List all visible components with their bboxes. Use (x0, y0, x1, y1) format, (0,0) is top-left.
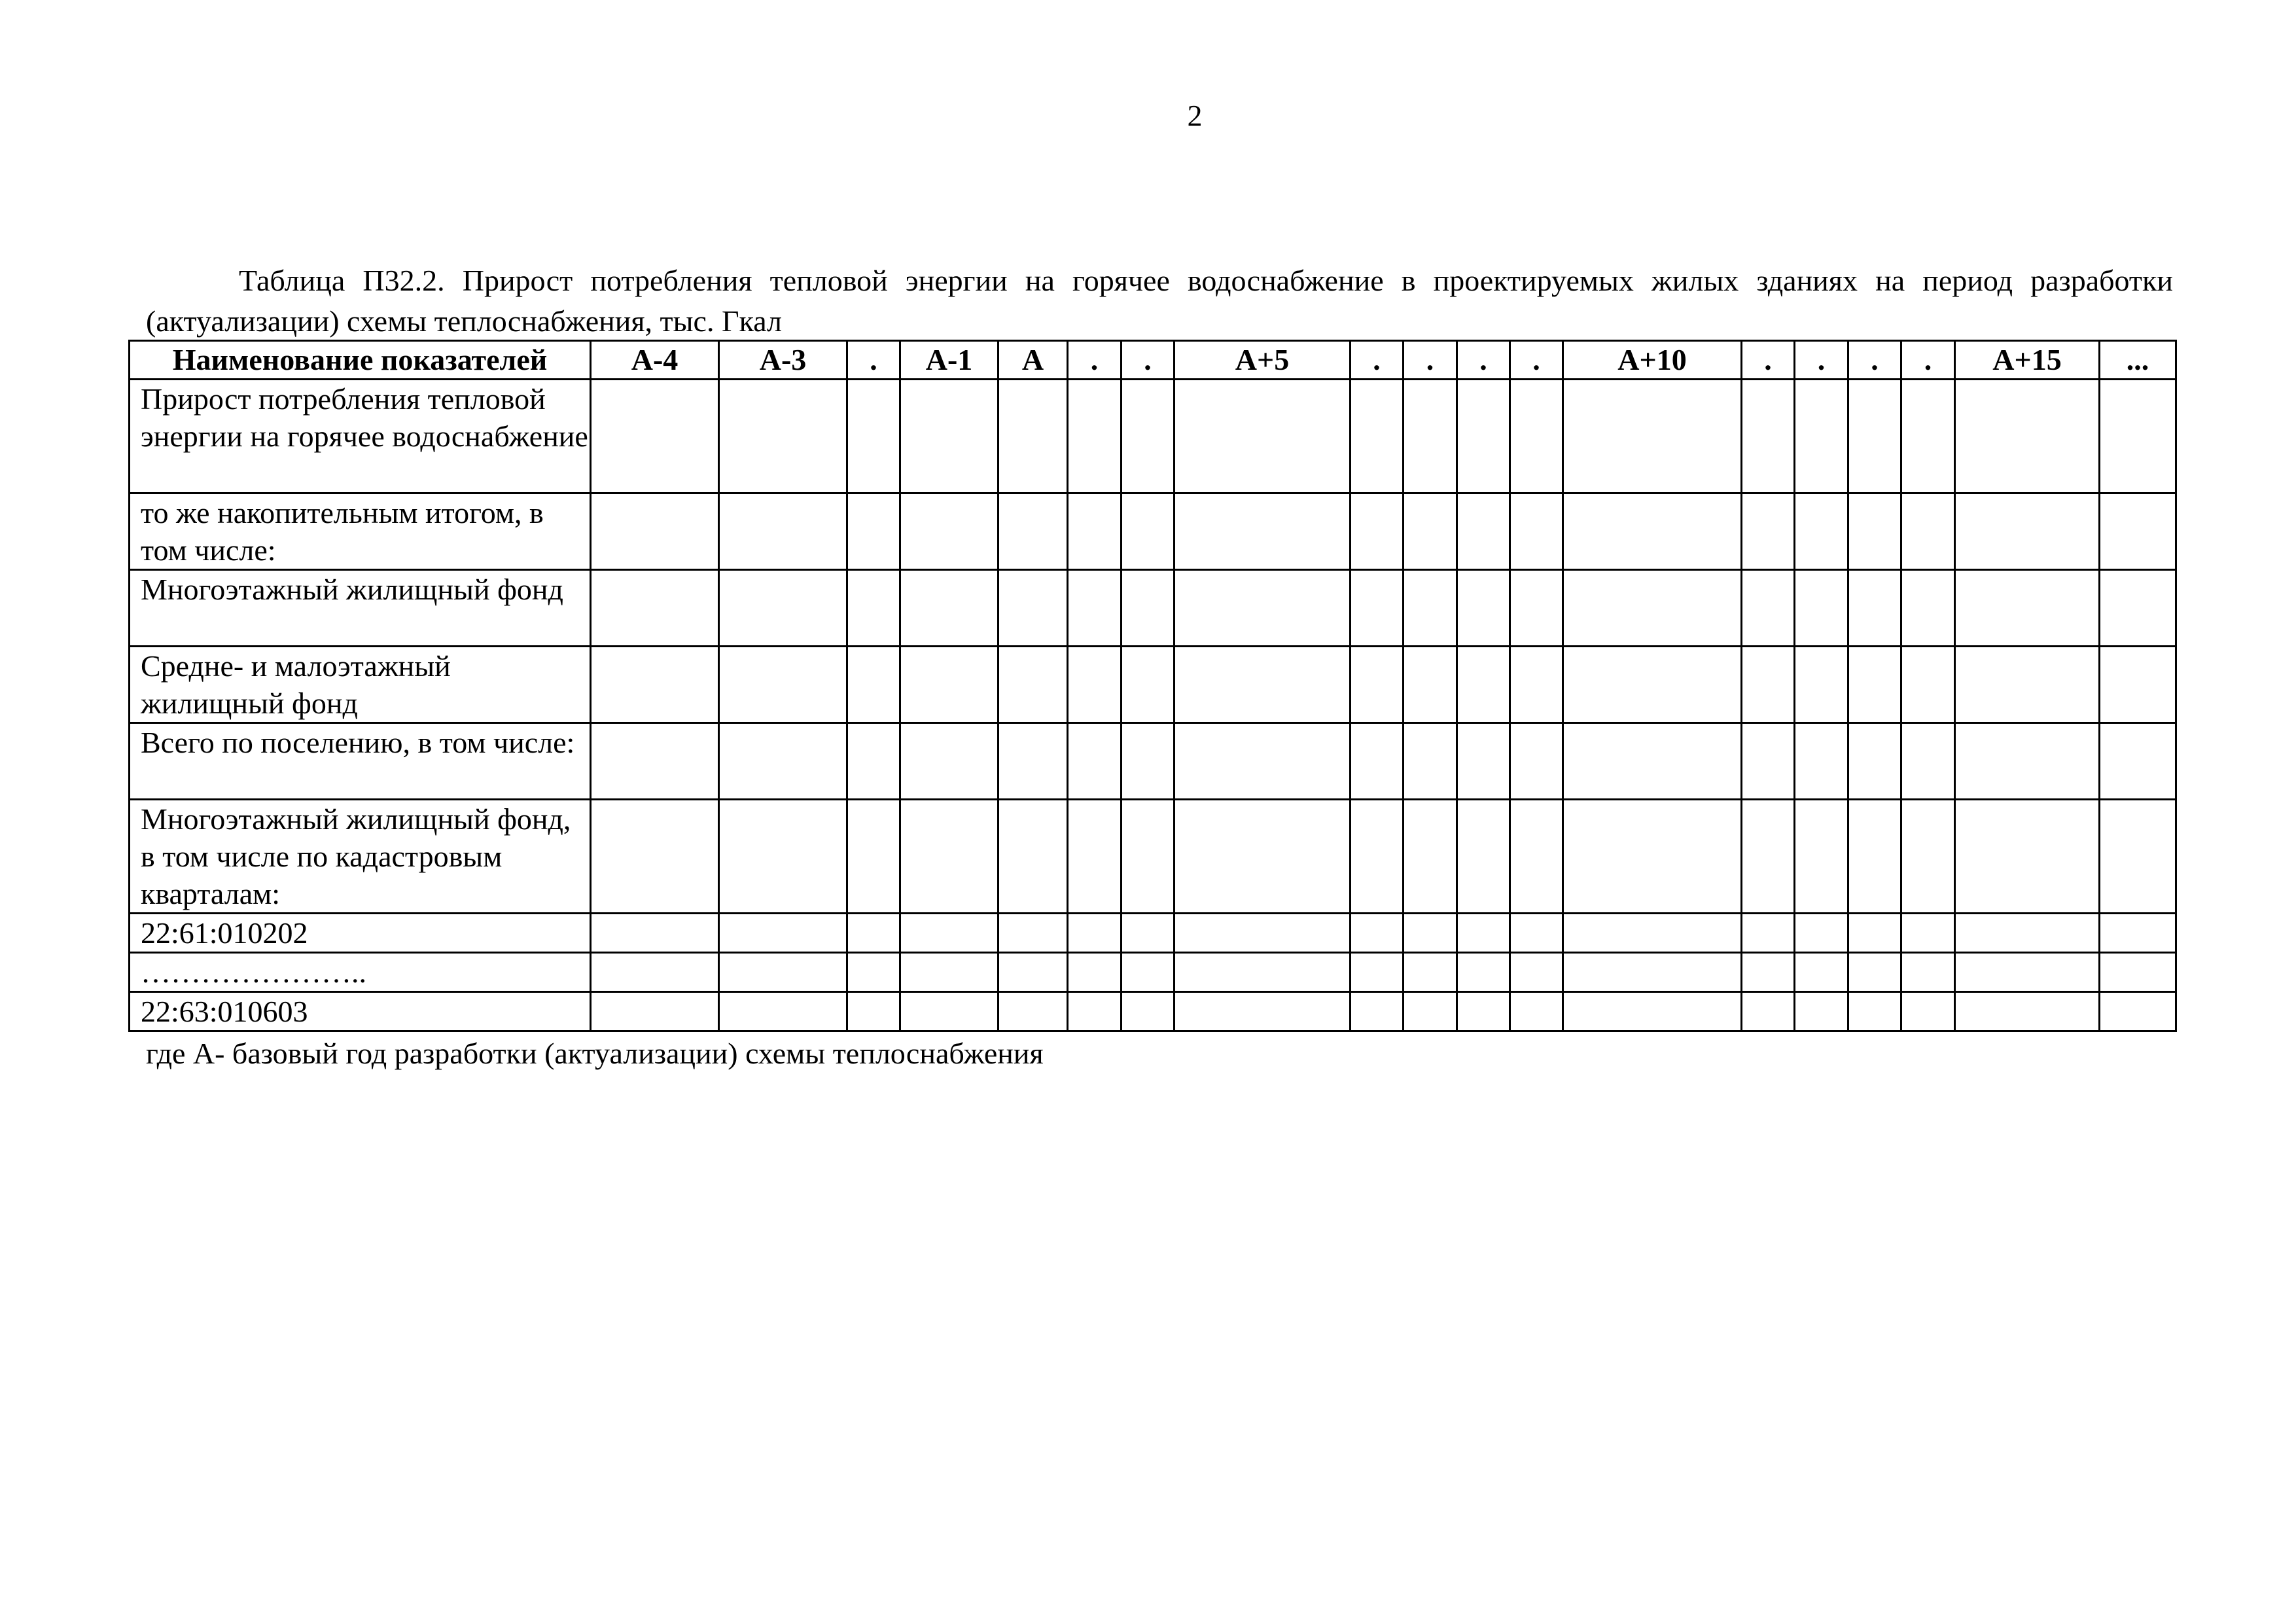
table-cell (1955, 570, 2100, 647)
table-cell (1174, 570, 1351, 647)
table-cell (591, 953, 719, 992)
header-gap: . (1122, 341, 1174, 380)
table-cell (998, 800, 1068, 914)
table-cell (1068, 493, 1122, 570)
table-cell (719, 647, 847, 723)
table-cell (1901, 493, 1955, 570)
table-cell (847, 380, 900, 493)
table-cell (1955, 493, 2100, 570)
table-cell (719, 992, 847, 1031)
table-cell (1404, 570, 1457, 647)
table-cell (1955, 647, 2100, 723)
table-cell (900, 380, 998, 493)
table-cell (1563, 723, 1742, 800)
table-cell (1955, 380, 2100, 493)
table-cell (1174, 647, 1351, 723)
table-cell (998, 723, 1068, 800)
table-cell (1563, 953, 1742, 992)
table-cell (2100, 647, 2176, 723)
table-cell (1848, 570, 1901, 647)
table-cell (1404, 992, 1457, 1031)
table-cell (1510, 800, 1563, 914)
table-cell (1510, 953, 1563, 992)
table-cell (1848, 647, 1901, 723)
table-cell (1510, 570, 1563, 647)
header-year-a-plus-10: А+10 (1563, 341, 1742, 380)
table-cell (1848, 914, 1901, 953)
header-indicator-name: Наименование показателей (130, 341, 591, 380)
table-cell (719, 380, 847, 493)
table-cell (1068, 723, 1122, 800)
table-cell (1848, 493, 1901, 570)
header-gap: . (1351, 341, 1404, 380)
table-cell (1795, 647, 1848, 723)
header-gap: . (1795, 341, 1848, 380)
table-cell (1795, 953, 1848, 992)
row-label: 22:63:010603 (130, 992, 591, 1031)
header-year-a-plus-5: А+5 (1174, 341, 1351, 380)
table-cell (1563, 800, 1742, 914)
table-cell (1068, 570, 1122, 647)
table-cell (847, 647, 900, 723)
table-row (130, 647, 2176, 723)
row-label: Многоэтажный жилищный фонд, в том числе по кадастровым кварталам: (130, 800, 591, 914)
table-cell (1351, 493, 1404, 570)
header-gap: . (1901, 341, 1955, 380)
table-cell (1955, 800, 2100, 914)
table-cell (847, 992, 900, 1031)
table-cell (1351, 800, 1404, 914)
table-cell (1404, 800, 1457, 914)
table-cell (2100, 570, 2176, 647)
header-gap: . (847, 341, 900, 380)
table-cell (1742, 380, 1795, 493)
table-cell (1510, 493, 1563, 570)
table-cell (591, 800, 719, 914)
table-cell (900, 723, 998, 800)
table-cell (900, 493, 998, 570)
table-cell (847, 914, 900, 953)
row-label: Всего по поселению, в том числе: (130, 723, 591, 800)
table-cell (1510, 992, 1563, 1031)
table-cell (591, 380, 719, 493)
table-cell (1404, 914, 1457, 953)
table-cell (1848, 992, 1901, 1031)
table-cell (998, 992, 1068, 1031)
table-cell (1742, 493, 1795, 570)
table-cell (900, 647, 998, 723)
table-cell (1068, 914, 1122, 953)
table-cell (900, 914, 998, 953)
table-row (130, 800, 2176, 914)
header-gap: . (1742, 341, 1795, 380)
table-cell (847, 953, 900, 992)
table-cell (998, 914, 1068, 953)
table-cell (1742, 800, 1795, 914)
table-cell (1901, 723, 1955, 800)
table-cell (719, 570, 847, 647)
table-cell (1955, 914, 2100, 953)
table-caption-text: Таблица П32.2. Прирост потребления тепловой энергии на горячее водоснабжение в проектируемых жилых зданиях на период разработки (актуализации) схемы теплоснабжения, тыс. Гкал (146, 264, 2173, 338)
consumption-table (128, 340, 2177, 1032)
table-cell (1404, 380, 1457, 493)
table-cell (2100, 493, 2176, 570)
table-cell (1068, 800, 1122, 914)
table-cell (1174, 992, 1351, 1031)
header-gap: . (1510, 341, 1563, 380)
table-cell (1563, 570, 1742, 647)
page-number: 2 (1187, 99, 1203, 132)
table-cell (1848, 953, 1901, 992)
table-cell (1795, 493, 1848, 570)
table-cell (1122, 914, 1174, 953)
table-cell (1174, 723, 1351, 800)
table-cell (1351, 570, 1404, 647)
table-cell (1742, 992, 1795, 1031)
table-cell (1901, 380, 1955, 493)
table-cell (719, 493, 847, 570)
table-cell (1122, 723, 1174, 800)
table-cell (1742, 647, 1795, 723)
table-cell (2100, 380, 2176, 493)
table-cell (1174, 953, 1351, 992)
table-cell (1457, 493, 1510, 570)
table-cell (1510, 914, 1563, 953)
table-cell (1122, 380, 1174, 493)
table-row (130, 992, 2176, 1031)
table-cell (1068, 953, 1122, 992)
table-cell (900, 800, 998, 914)
table-cell (1174, 380, 1351, 493)
table-cell (1404, 647, 1457, 723)
header-year-a-minus-1: А-1 (900, 341, 998, 380)
table-cell (591, 992, 719, 1031)
table-cell (1404, 723, 1457, 800)
table-cell (900, 953, 998, 992)
table-cell (1351, 723, 1404, 800)
table-cell (1122, 800, 1174, 914)
table-cell (1174, 914, 1351, 953)
row-label: то же накопительным итогом, в том числе: (130, 493, 591, 570)
table-cell (1404, 953, 1457, 992)
table-row (130, 493, 2176, 570)
table-cell (998, 647, 1068, 723)
table-cell (1404, 493, 1457, 570)
table-cell (2100, 992, 2176, 1031)
table-cell (591, 914, 719, 953)
table-cell (719, 953, 847, 992)
table-cell (1457, 800, 1510, 914)
row-label: 22:61:010202 (130, 914, 591, 953)
table-cell (2100, 800, 2176, 914)
table-cell (1795, 914, 1848, 953)
table-cell (998, 953, 1068, 992)
table-cell (1795, 800, 1848, 914)
row-label: Многоэтажный жилищный фонд (130, 570, 591, 647)
table-cell (2100, 953, 2176, 992)
table-cell (1901, 914, 1955, 953)
table-cell (1563, 380, 1742, 493)
table-cell (1795, 992, 1848, 1031)
table-cell (1510, 380, 1563, 493)
header-ellipsis: ... (2100, 341, 2176, 380)
table-cell (1742, 570, 1795, 647)
table-cell (1742, 723, 1795, 800)
table-cell (1457, 570, 1510, 647)
table-cell (1955, 992, 2100, 1031)
table-cell (998, 570, 1068, 647)
table-cell (1068, 380, 1122, 493)
row-label: Прирост потребления тепловой энергии на горячее водоснабжение (130, 380, 591, 493)
table-cell (1174, 800, 1351, 914)
table-cell (900, 992, 998, 1031)
table-cell (1901, 992, 1955, 1031)
table-cell (1901, 570, 1955, 647)
table-cell (1122, 647, 1174, 723)
table-cell (847, 723, 900, 800)
table-cell (1955, 953, 2100, 992)
table-row (130, 953, 2176, 992)
table-cell (1457, 953, 1510, 992)
table-cell (591, 647, 719, 723)
table-row (130, 723, 2176, 800)
table-cell (1457, 992, 1510, 1031)
table-caption (146, 260, 2173, 342)
row-label: ………………….. (130, 953, 591, 992)
table-cell (998, 380, 1068, 493)
header-year-a: А (998, 341, 1068, 380)
table-cell (719, 914, 847, 953)
table-row (130, 380, 2176, 493)
table-cell (1457, 723, 1510, 800)
table-cell (1457, 380, 1510, 493)
table-cell (1795, 570, 1848, 647)
header-year-a-plus-15: А+15 (1955, 341, 2100, 380)
table-cell (1848, 800, 1901, 914)
table-cell (1174, 493, 1351, 570)
table-cell (1795, 723, 1848, 800)
row-label: Средне- и малоэтажный жилищный фонд (130, 647, 591, 723)
table-cell (900, 570, 998, 647)
table-cell (847, 493, 900, 570)
header-gap: . (1404, 341, 1457, 380)
table-cell (1122, 570, 1174, 647)
table-cell (719, 800, 847, 914)
header-gap: . (1068, 341, 1122, 380)
table-cell (1563, 647, 1742, 723)
table-cell (1068, 647, 1122, 723)
table-cell (2100, 723, 2176, 800)
footnote: где А- базовый год разработки (актуализации) схемы теплоснабжения (146, 1037, 1044, 1070)
table-cell (1901, 953, 1955, 992)
table-cell (1351, 953, 1404, 992)
table-cell (1742, 914, 1795, 953)
table-cell (1351, 992, 1404, 1031)
table-cell (1457, 647, 1510, 723)
table-cell (1901, 800, 1955, 914)
header-gap: . (1457, 341, 1510, 380)
table-cell (1122, 493, 1174, 570)
table-cell (1848, 380, 1901, 493)
table-cell (2100, 914, 2176, 953)
table-cell (591, 493, 719, 570)
table-cell (1122, 953, 1174, 992)
header-year-a-minus-3: А-3 (719, 341, 847, 380)
table-cell (1563, 493, 1742, 570)
table-cell (847, 800, 900, 914)
table-cell (1901, 647, 1955, 723)
table-cell (1848, 723, 1901, 800)
table-cell (1457, 914, 1510, 953)
table-cell (591, 723, 719, 800)
table-cell (998, 493, 1068, 570)
table-cell (1795, 380, 1848, 493)
table-cell (1563, 992, 1742, 1031)
header-gap: . (1848, 341, 1901, 380)
table-cell (591, 570, 719, 647)
table-cell (847, 570, 900, 647)
table-cell (1510, 647, 1563, 723)
table-row (130, 914, 2176, 953)
table-cell (1351, 380, 1404, 493)
table-cell (1351, 914, 1404, 953)
table-cell (1122, 992, 1174, 1031)
table-cell (719, 723, 847, 800)
table-cell (1510, 723, 1563, 800)
table-header-row (130, 341, 2176, 380)
header-year-a-minus-4: А-4 (591, 341, 719, 380)
table-cell (1351, 647, 1404, 723)
table-row (130, 570, 2176, 647)
table-cell (1955, 723, 2100, 800)
table-cell (1742, 953, 1795, 992)
table-cell (1563, 914, 1742, 953)
table-cell (1068, 992, 1122, 1031)
